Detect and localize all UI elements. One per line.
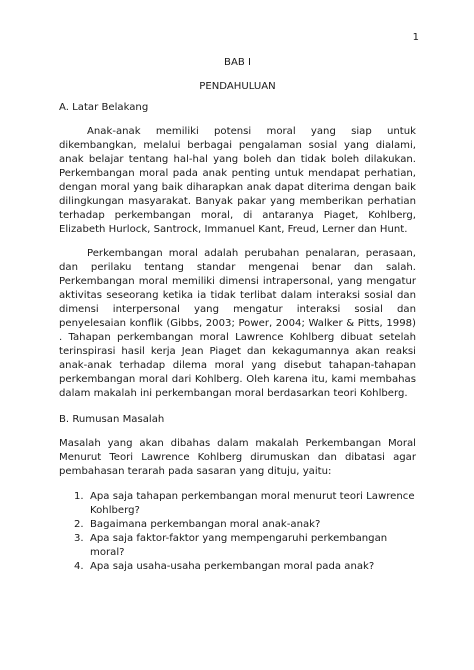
section-heading-rumusan-masalah: B. Rumusan Masalah xyxy=(59,414,165,425)
list-item-text: Apa saja tahapan perkembangan moral menurut teori Lawrence Kohlberg? xyxy=(90,491,415,516)
list-item-text: Apa saja usaha-usaha perkembangan moral pada anak? xyxy=(90,561,375,572)
page-number: 1 xyxy=(412,32,419,43)
paragraph-latar-belakang-2: Perkembangan moral adalah perubahan penalaran, perasaan, dan perilaku tentang standar mengenai benar dan salah. Perkembangan moral memiliki dimensi intrapersonal, yang mengatur aktivitas seseorang ketika ia tidak terlibat dalam interaksi sosial dan dimensi interpersonal yang mengatur interaksi sosial dan penyelesaian konflik (Gibbs, 2003; Power, 2004; Walker & Pitts, 1998) . Tahapan perkembangan moral Lawrence Kohlberg dibuat setelah terinspirasi hasil kerja Jean Piaget dan kekagumannya akan reaksi anak-anak terhadap dilema moral yang disebut tahapan-tahapan perkembangan moral dari Kohlberg. Oleh karena itu, kami membahas dalam makalah ini perkembangan moral berdasarkan teori Kohlberg. xyxy=(59,248,416,399)
list-item-number: 4. xyxy=(74,561,84,572)
list-item-number: 3. xyxy=(74,533,84,544)
section-heading-latar-belakang: A. Latar Belakang xyxy=(59,102,149,113)
document-body xyxy=(59,56,416,574)
list-item-text: Apa saja faktor-faktor yang mempengaruhi perkembangan moral? xyxy=(90,533,388,558)
list-item xyxy=(74,518,416,532)
chapter-label: BAB I xyxy=(224,57,251,68)
list-item xyxy=(74,490,416,518)
list-item-number: 1. xyxy=(74,491,84,502)
paragraph-latar-belakang-1: Anak-anak memiliki potensi moral yang siap untuk dikembangkan, melalui berbagai pengalaman sosial yang dialami, anak belajar tentang hal-hal yang boleh dan tidak boleh dilakukan. Perkembangan moral pada anak penting untuk mendapat perhatian, dengan moral yang baik diharapkan anak dapat diterima dengan baik dilingkungan masyarakat. Banyak pakar yang memberikan perhatian terhadap perkembangan moral, di antaranya Piaget, Kohlberg, Elizabeth Hurlock, Santrock, Immanuel Kant, Freud, Lerner dan Hunt. xyxy=(59,126,416,235)
paragraph-rumusan-masalah-intro: Masalah yang akan dibahas dalam makalah Perkembangan Moral Menurut Teori Lawrence Kohlberg dirumuskan dan dibatasi agar pembahasan terarah pada sasaran yang dituju, yaitu: xyxy=(59,438,416,477)
list-item-number: 2. xyxy=(74,519,84,530)
list-item xyxy=(74,560,416,574)
list-item xyxy=(74,532,416,560)
chapter-title: PENDAHULUAN xyxy=(199,81,276,92)
question-list xyxy=(59,490,416,574)
list-item-text: Bagaimana perkembangan moral anak-anak? xyxy=(90,519,321,530)
